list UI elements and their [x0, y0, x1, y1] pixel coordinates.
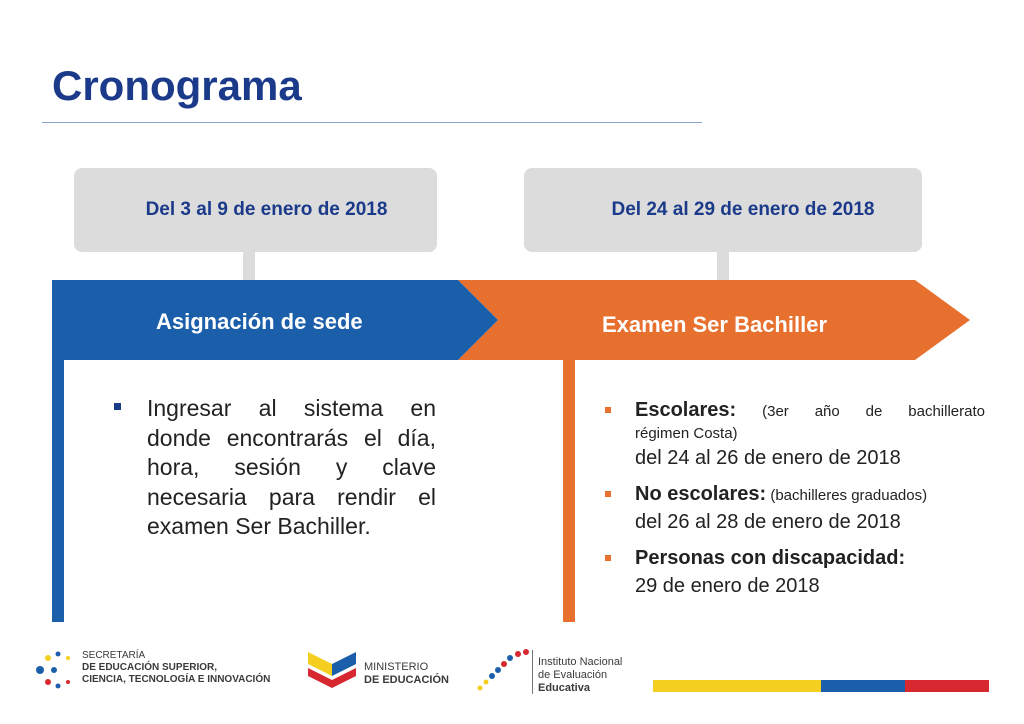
ineval-logo-icon: [474, 646, 534, 696]
item-date: del 26 al 28 de enero de 2018: [635, 511, 901, 533]
item-head: Personas con discapacidad:: [635, 547, 906, 569]
ministerio-logo-text: [364, 661, 449, 687]
ministerio-logo-icon: [306, 648, 358, 690]
bullet-square: [605, 407, 611, 413]
timeline-line-orange: [563, 360, 575, 622]
logo-line: DE EDUCACIÓN: [364, 674, 449, 686]
date-label-examen: Del 24 al 29 de enero de 2018: [611, 199, 875, 220]
logo-line: MINISTERIO: [364, 661, 429, 673]
flag-bar-blue: [821, 680, 905, 692]
senescyt-logo-text: [82, 650, 270, 686]
logo-line: SECRETARÍA: [82, 650, 146, 661]
item-note: (3er año de bachillerato: [736, 403, 985, 420]
senescyt-logo-icon: [32, 648, 80, 692]
flag-bar-yellow: [653, 680, 821, 692]
date-label-asignacion: Del 3 al 9 de enero de 2018: [145, 199, 388, 220]
page-title: Cronograma: [52, 62, 302, 109]
ineval-divider: [532, 650, 533, 694]
timeline-line-blue: [52, 360, 64, 622]
instruction-text: Ingresar al sistema en donde encontrarás el día, hora, sesión y clave necesaria para rendir el examen Ser Bachiller.: [147, 395, 436, 539]
flag-bar-red: [905, 680, 989, 692]
item-note-2: régimen Costa): [635, 425, 738, 442]
bullet-square: [114, 403, 121, 410]
logo-line: Educativa: [538, 682, 590, 694]
item-date: del 24 al 26 de enero de 2018: [635, 447, 901, 469]
bullet-square: [605, 491, 611, 497]
logo-line: de Evaluación: [538, 669, 608, 681]
logo-line: DE EDUCACIÓN SUPERIOR,: [82, 662, 218, 673]
list-item-escolares: [605, 398, 985, 472]
phase-label-examen: Examen Ser Bachiller: [602, 312, 828, 337]
ineval-logo-text: [538, 656, 622, 695]
logo-line: Instituto Nacional: [538, 656, 623, 668]
item-head: Escolares:: [635, 399, 737, 421]
list-item: [114, 394, 436, 542]
participant-list: [605, 398, 985, 610]
item-head: No escolares:: [635, 483, 767, 505]
logo-line: CIENCIA, TECNOLOGÍA E INNOVACIÓN: [82, 674, 271, 685]
bullet-square: [605, 555, 611, 561]
item-date: 29 de enero de 2018: [635, 575, 820, 597]
item-note: (bachilleres graduados): [766, 487, 928, 504]
phase-label-asignacion: Asignación de sede: [156, 309, 363, 334]
list-item-discapacidad: [605, 546, 985, 600]
list-item-no-escolares: [605, 482, 985, 536]
